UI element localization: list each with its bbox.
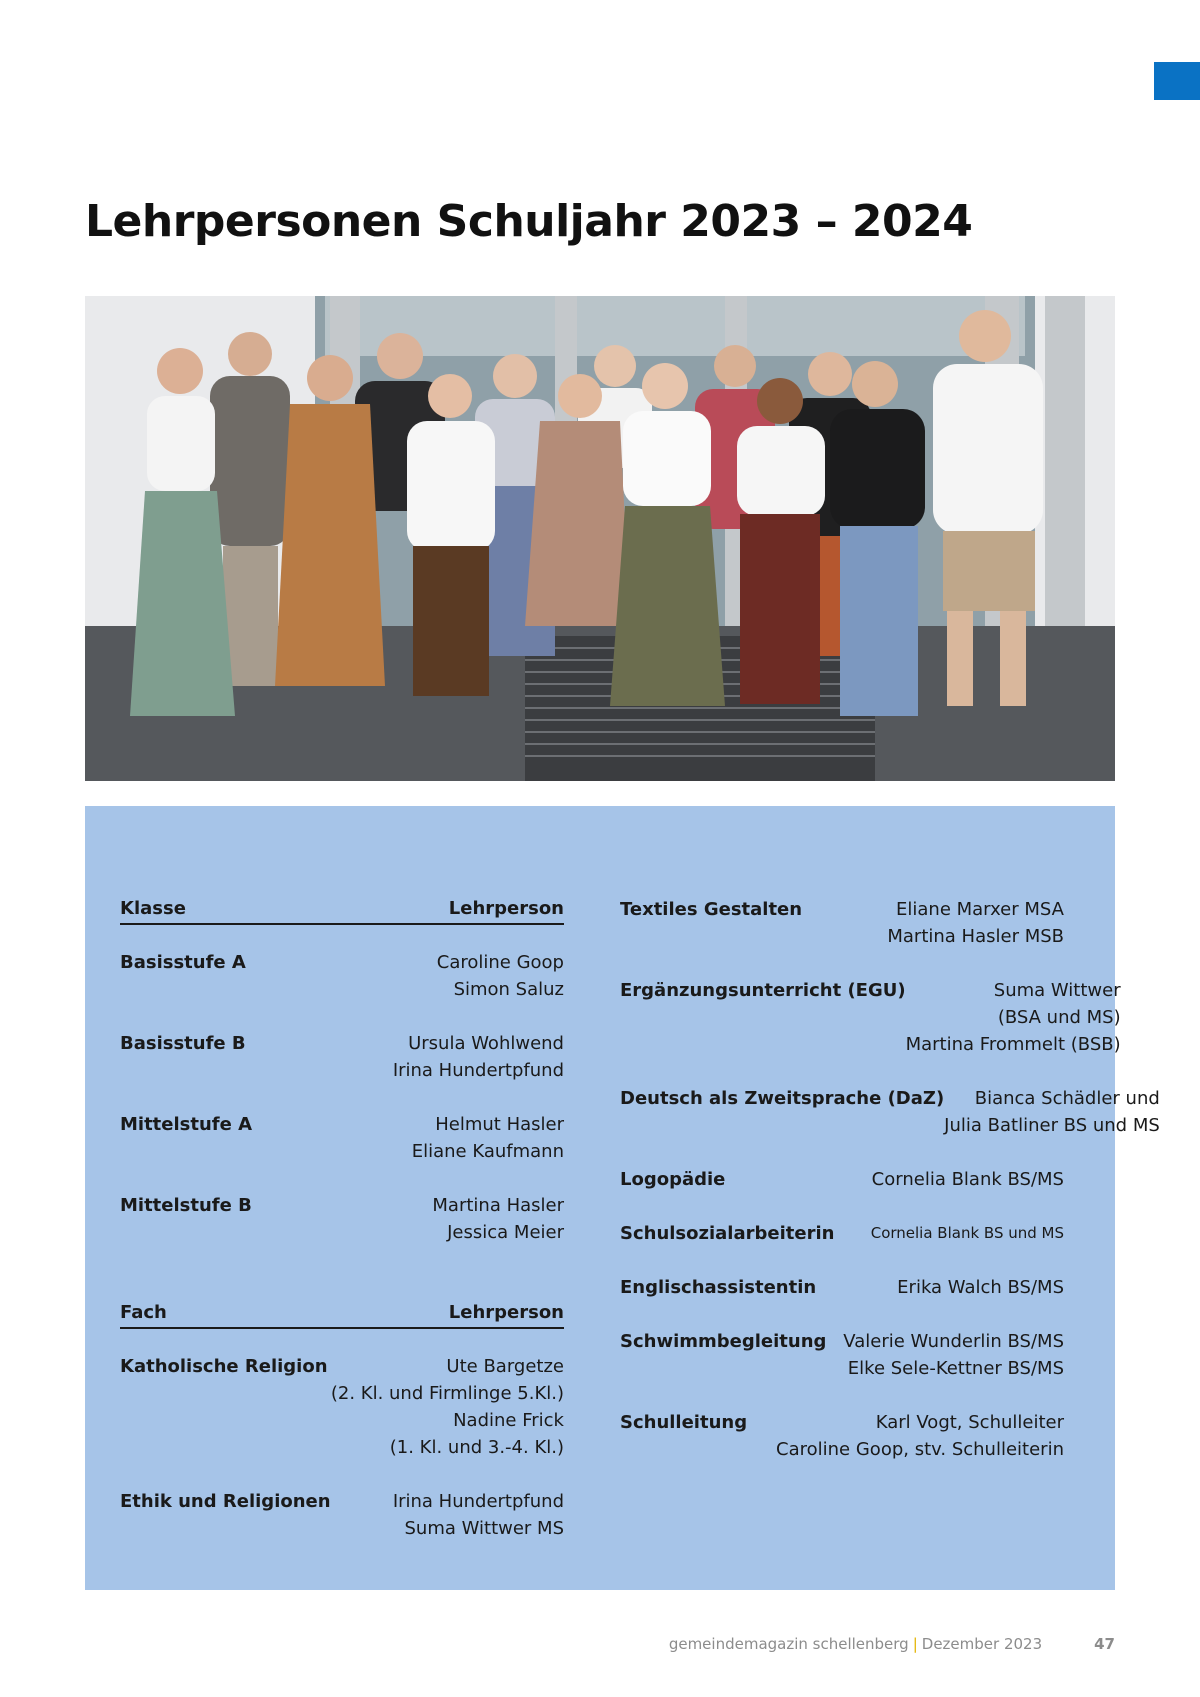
teacher-name: Martina Hasler MSB — [887, 926, 1064, 947]
row-label: Basisstufe A — [120, 952, 246, 973]
teacher-name: Elke Sele-Kettner BS/MS — [847, 1358, 1064, 1379]
table-row — [620, 1166, 1064, 1193]
teacher-name: Caroline Goop — [436, 952, 564, 973]
table-row — [620, 1220, 1064, 1247]
issue-date: Dezember 2023 — [921, 1635, 1043, 1653]
publication-name: gemeindemagazin schellenberg — [668, 1635, 909, 1653]
row-label: Ergänzungsunterricht (EGU) — [620, 980, 906, 1001]
row-label: Mittelstufe A — [120, 1114, 253, 1135]
table-row — [120, 1192, 564, 1246]
table-row — [620, 1274, 1064, 1301]
row-names — [887, 896, 1064, 950]
row-label: Logopädie — [620, 1169, 726, 1190]
table-row — [620, 1409, 1064, 1463]
row-label: Katholische Religion — [120, 1356, 328, 1377]
right-column — [620, 896, 1160, 1463]
teacher-note: (BSA und MS) — [997, 1007, 1121, 1028]
row-label: Ethik und Religionen — [120, 1491, 331, 1512]
header-lehrperson: Lehrperson — [448, 898, 564, 919]
table-row — [620, 1085, 1160, 1139]
row-label: Basisstufe B — [120, 1033, 246, 1054]
row-names — [944, 1085, 1160, 1139]
row-names — [432, 1192, 564, 1246]
teacher-name: Nadine Frick — [453, 1410, 564, 1431]
teacher-name: Cornelia Blank BS und MS — [870, 1224, 1064, 1242]
table-row — [120, 1030, 564, 1084]
table-row — [120, 949, 564, 1003]
row-names — [843, 1328, 1064, 1382]
teacher-name: Caroline Goop, stv. Schulleiterin — [776, 1439, 1064, 1460]
teacher-name: Suma Wittwer — [993, 980, 1121, 1001]
row-names — [776, 1409, 1064, 1463]
page-number: 47 — [1094, 1635, 1115, 1653]
teacher-name: Ute Bargetze — [446, 1356, 564, 1377]
row-names — [437, 949, 564, 1003]
teacher-name: Irina Hundertpfund — [392, 1491, 564, 1512]
row-names — [393, 1488, 564, 1542]
header-fach: Fach — [120, 1302, 167, 1323]
teacher-name: Martina Hasler — [432, 1195, 564, 1216]
table-row — [620, 1328, 1064, 1382]
teacher-note: (1. Kl. und 3.-4. Kl.) — [389, 1437, 564, 1458]
table-row — [120, 1111, 564, 1165]
row-names — [331, 1353, 564, 1461]
footer-separator: | — [912, 1635, 918, 1653]
left-column — [120, 896, 564, 1542]
page-footer — [0, 1635, 1115, 1653]
table-row — [620, 896, 1064, 950]
header-klasse: Klasse — [120, 898, 186, 919]
teacher-name: Eliane Kaufmann — [411, 1141, 564, 1162]
row-label: Schwimmbegleitung — [620, 1331, 827, 1352]
teacher-name: Karl Vogt, Schulleiter — [875, 1412, 1064, 1433]
teacher-name: Suma Wittwer MS — [404, 1518, 564, 1539]
row-names — [897, 1274, 1064, 1301]
teacher-name: Bianca Schädler und — [974, 1088, 1160, 1109]
teacher-name: Martina Frommelt (BSB) — [905, 1034, 1121, 1055]
header-lehrperson: Lehrperson — [448, 1302, 564, 1323]
row-names — [412, 1111, 564, 1165]
teacher-name: Erika Walch BS/MS — [897, 1277, 1064, 1298]
teacher-note: (2. Kl. und Firmlinge 5.Kl.) — [330, 1383, 564, 1404]
table-header-klasse — [120, 896, 564, 925]
row-names — [871, 1220, 1064, 1247]
teacher-name: Simon Saluz — [453, 979, 564, 1000]
row-names — [872, 1166, 1064, 1193]
teacher-name: Helmut Hasler — [435, 1114, 564, 1135]
row-names — [906, 977, 1121, 1058]
row-label: Schulleitung — [620, 1412, 748, 1433]
page-title: Lehrpersonen Schuljahr 2023 – 2024 — [85, 196, 973, 247]
row-label: Textiles Gestalten — [620, 899, 803, 920]
row-label: Deutsch als Zweitsprache (DaZ) — [620, 1088, 945, 1109]
table-row — [120, 1353, 564, 1461]
group-photo — [85, 296, 1115, 781]
table-header-fach — [120, 1300, 564, 1329]
row-label: Mittelstufe B — [120, 1195, 252, 1216]
row-label: Englischassistentin — [620, 1277, 817, 1298]
teacher-name: Eliane Marxer MSA — [896, 899, 1064, 920]
teacher-name: Cornelia Blank BS/MS — [871, 1169, 1064, 1190]
table-row — [620, 977, 1121, 1058]
row-label: Schulsozialarbeiterin — [620, 1223, 835, 1244]
teacher-name: Jessica Meier — [447, 1222, 564, 1243]
teacher-list-panel — [85, 806, 1160, 1590]
teacher-name: Julia Batliner BS und MS — [944, 1115, 1160, 1136]
table-row — [120, 1488, 564, 1542]
teacher-name: Ursula Wohlwend — [408, 1033, 564, 1054]
teacher-name: Irina Hundertpfund — [392, 1060, 564, 1081]
teacher-name: Valerie Wunderlin BS/MS — [843, 1331, 1064, 1352]
section-marker — [1154, 62, 1200, 100]
row-names — [393, 1030, 564, 1084]
